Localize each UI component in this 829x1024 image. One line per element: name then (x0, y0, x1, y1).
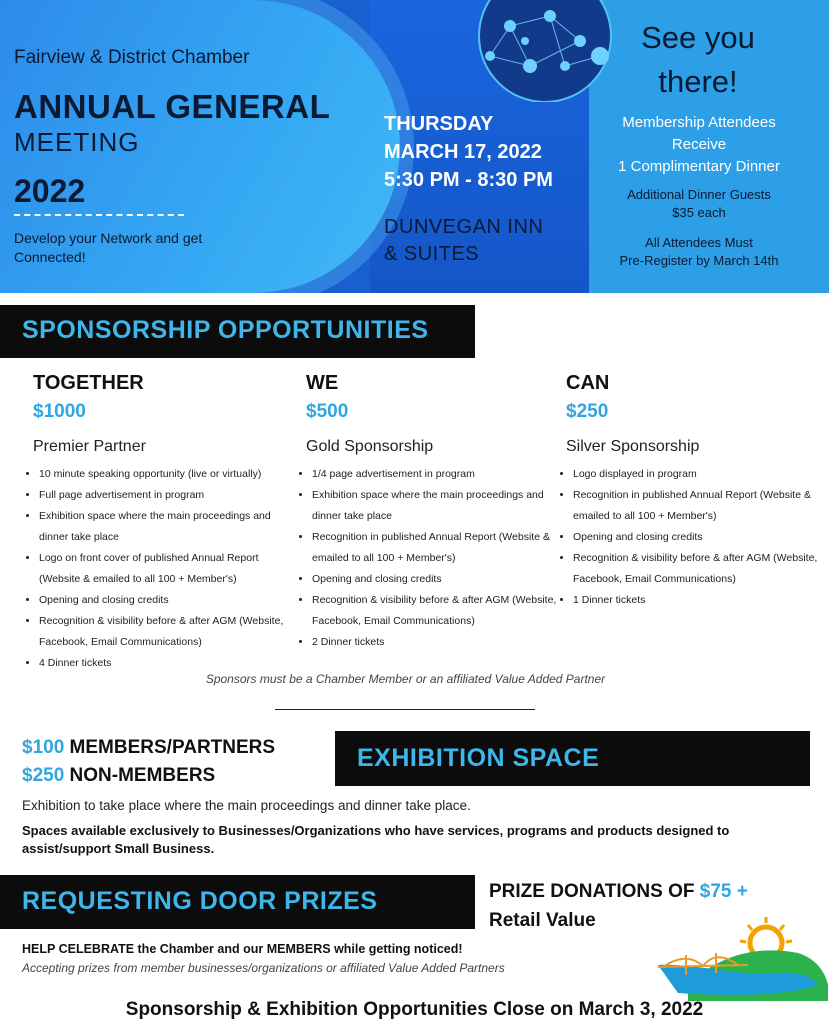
tier-together-name: TOGETHER (33, 372, 144, 394)
event-tagline: Develop your Network and get Connected! (14, 230, 203, 265)
venue-line1: DUNVEGAN INN (384, 216, 544, 238)
exhibition-description: Exhibition to take place where the main proceedings and dinner take place. (22, 798, 471, 813)
guest-line1: Additional Dinner Guests (627, 187, 771, 202)
register-line1: All Attendees Must (645, 235, 753, 250)
donation-amount: $75 + (699, 881, 748, 902)
tier-we-subtitle: Gold Sponsorship (306, 438, 434, 455)
list-item: • Recognition & visibility before & after AGM (Website, Facebook, Email Communications) (39, 611, 301, 653)
tier-can-benefits (556, 464, 823, 611)
attendee-line1: Membership Attendees (622, 114, 776, 131)
event-date-time (384, 110, 584, 194)
closing-date-notice: Sponsorship & Exhibition Opportunities Close on March 3, 2022 (125, 999, 704, 1020)
list-item: • Opening and closing credits (573, 527, 823, 548)
tier-can-subtitle: Silver Sponsorship (566, 438, 700, 455)
list-item: • Opening and closing credits (312, 569, 562, 590)
dashed-divider (14, 214, 184, 216)
registration-note (596, 234, 802, 270)
exhibition-heading: EXHIBITION SPACE (357, 744, 600, 772)
tier-we-price: $500 (306, 401, 349, 422)
attendee-line2: Receive (671, 136, 727, 153)
list-item: • Opening and closing credits (39, 590, 301, 611)
list-item: • Logo displayed in program (573, 464, 823, 485)
list-item: • Full page advertisement in program (39, 485, 301, 506)
tier-together-price: $1000 (33, 401, 86, 422)
exhibition-price-members (22, 734, 275, 762)
members-price: $100 (22, 737, 65, 758)
event-title-line2: MEETING (14, 127, 140, 157)
section-divider (275, 709, 535, 710)
list-item: • Recognition & visibility before & after AGM (Website, Facebook, Email Communications) (312, 590, 562, 632)
list-item: • 2 Dinner tickets (312, 632, 562, 653)
attendee-line3: 1 Complimentary Dinner (618, 158, 780, 175)
event-year: 2022 (14, 173, 86, 209)
door-prizes-heading: REQUESTING DOOR PRIZES (22, 887, 378, 915)
nonmembers-price: $250 (22, 765, 65, 786)
tier-together-benefits (22, 464, 301, 674)
list-item: • Exhibition space where the main proceedings and dinner take place (39, 506, 301, 548)
guest-price (596, 186, 802, 222)
event-venue (384, 214, 584, 268)
list-item: • Recognition & visibility before & after AGM (Website, Facebook, Email Communications) (573, 548, 823, 590)
donation-prefix: PRIZE DONATIONS OF (489, 881, 700, 902)
list-item: • Recognition in published Annual Report (Website & emailed to all 100 + Member's) (573, 485, 823, 527)
list-item: • Recognition in published Annual Report (Website & emailed to all 100 + Member's) (312, 527, 562, 569)
register-line2: Pre-Register by March 14th (619, 253, 779, 268)
list-item: • 4 Dinner tickets (39, 653, 301, 674)
sponsorship-heading: SPONSORSHIP OPPORTUNITIES (22, 316, 429, 344)
event-date: MARCH 17, 2022 (384, 141, 542, 163)
event-day: THURSDAY (384, 113, 494, 135)
members-label: MEMBERS/PARTNERS (64, 737, 276, 758)
exhibition-eligibility: Spaces available exclusively to Businesses/Organizations who have services, programs and products designed to assist/support Small Business. (22, 823, 730, 856)
venue-line2: & SUITES (384, 243, 480, 265)
event-title: ANNUAL GENERAL (14, 88, 331, 125)
event-time: 5:30 PM - 8:30 PM (384, 169, 553, 191)
list-item: • 10 minute speaking opportunity (live or virtually) (39, 464, 301, 485)
see-you-there: See you there! (641, 20, 755, 99)
list-item: • Exhibition space where the main proceedings and dinner take place (312, 485, 562, 527)
chamber-name: Fairview & District Chamber (14, 47, 250, 68)
donation-line1 (489, 877, 748, 906)
list-item: • Logo on front cover of published Annual Report (Website & emailed to all 100 + Member's) (39, 548, 301, 590)
exhibition-price-nonmembers (22, 762, 275, 790)
tier-we-benefits (295, 464, 562, 653)
celebrate-message: HELP CELEBRATE the Chamber and our MEMBERS while getting noticed! (22, 942, 463, 956)
tier-can-price: $250 (566, 401, 609, 422)
chamber-logo-landscape (658, 915, 829, 1001)
tier-can-name: CAN (566, 372, 610, 394)
guest-line2: $35 each (672, 205, 726, 220)
tier-together-subtitle: Premier Partner (33, 438, 146, 455)
sponsor-eligibility-note: Sponsors must be a Chamber Member or an affiliated Value Added Partner (205, 672, 606, 686)
event-header-banner (0, 0, 829, 293)
donation-suffix: Retail Value (489, 910, 596, 931)
nonmembers-label: NON-MEMBERS (64, 765, 216, 786)
list-item: • 1 Dinner tickets (573, 590, 823, 611)
tier-we-name: WE (306, 372, 339, 394)
list-item: • 1/4 page advertisement in program (312, 464, 562, 485)
attendee-benefit (596, 112, 802, 178)
accepting-prizes-note: Accepting prizes from member businesses/organizations or affiliated Value Added Partners (22, 961, 505, 975)
exhibition-pricing (22, 734, 275, 790)
